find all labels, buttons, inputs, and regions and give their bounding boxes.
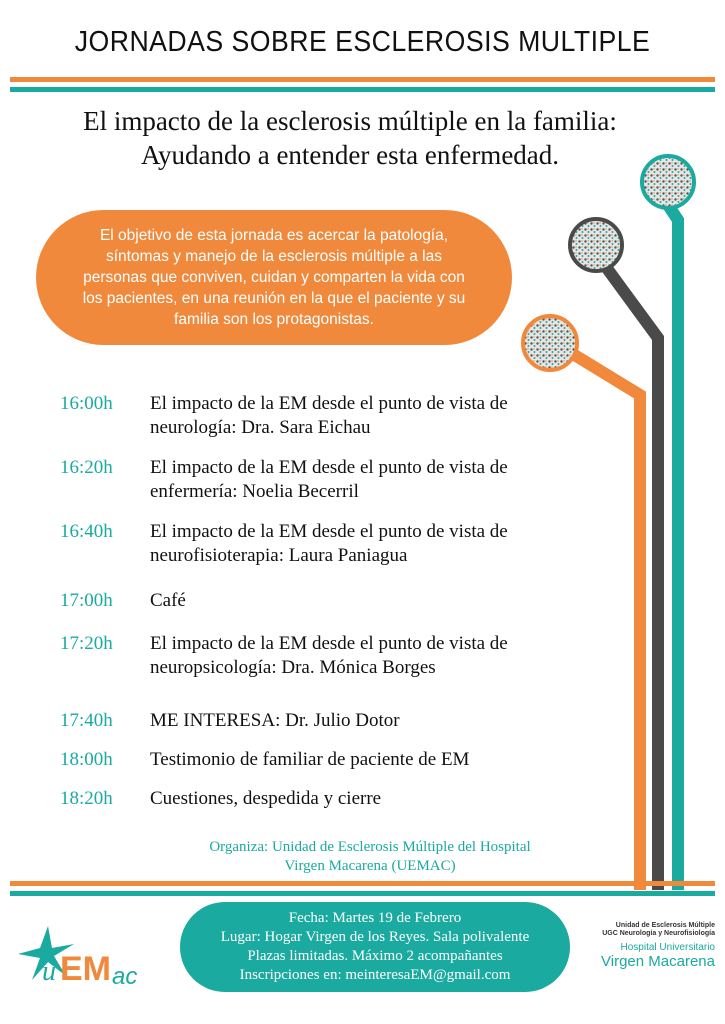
hospital-logo xyxy=(585,922,715,982)
dark-branch xyxy=(595,252,658,890)
uemac-logo xyxy=(14,918,164,993)
agenda-item xyxy=(60,748,580,772)
logo-u: u xyxy=(42,956,56,987)
page-title: JORNADAS SOBRE ESCLEROSIS MULTIPLE xyxy=(74,26,651,58)
event-registration[interactable]: Inscripciones en: meinteresaEM@gmail.com xyxy=(239,967,511,983)
event-location: Lugar: Hogar Virgen de los Reyes. Sala polivalente xyxy=(220,929,530,945)
objective-line: El objetivo de esta jornada es acercar la patología, xyxy=(99,227,449,244)
objective-line: síntomas y manejo de la esclerosis múltiple a las xyxy=(106,248,442,265)
hospital-name-line: Hospital Universitario xyxy=(620,942,715,953)
agenda-desc: Café xyxy=(150,590,186,611)
event-info-box xyxy=(180,902,570,992)
agenda-desc: El impacto de la EM desde el punto de vista de enfermería: Noelia Becerril xyxy=(150,457,508,502)
agenda-item xyxy=(60,632,580,680)
agenda-item xyxy=(60,392,580,440)
teal-circle xyxy=(642,156,694,208)
bottom-orange-rule xyxy=(10,881,715,886)
dark-circle xyxy=(570,219,622,271)
agenda-item xyxy=(60,520,580,568)
hospital-ugc-line: UGC Neurología y Neurofisiología xyxy=(602,930,715,937)
agenda-desc: ME INTERESA: Dr. Julio Dotor xyxy=(150,710,400,731)
agenda-item xyxy=(60,709,580,733)
agenda-item xyxy=(60,787,580,811)
agenda-time: 17:40h xyxy=(60,710,113,731)
top-teal-rule xyxy=(10,87,715,92)
agenda-desc: Cuestiones, despedida y cierre xyxy=(150,788,382,809)
objective-box xyxy=(36,210,512,345)
bottom-teal-rule xyxy=(10,891,715,896)
objective-line: familia son los protagonistas. xyxy=(174,311,374,328)
objective-line: personas que conviven, cuidan y comparten la vida con xyxy=(83,269,465,286)
orange-circle xyxy=(523,316,577,370)
agenda-time: 18:20h xyxy=(60,788,113,809)
organizer-line-1: Organiza: Unidad de Esclerosis Múltiple del Hospital xyxy=(209,839,531,855)
organizer-line-2: Virgen Macarena (UEMAC) xyxy=(284,858,456,874)
organizer-credit xyxy=(180,838,560,876)
agenda-desc: El impacto de la EM desde el punto de vista de neuropsicología: Dra. Mónica Borges xyxy=(150,633,508,678)
agenda-desc: El impacto de la EM desde el punto de vista de neurología: Dra. Sara Eichau xyxy=(150,393,508,438)
logo-em: EM xyxy=(60,950,111,988)
hospital-brand-line: Virgen Macarena xyxy=(601,953,715,970)
subtitle-line-2: Ayudando a entender esta enfermedad. xyxy=(140,140,560,170)
event-capacity: Plazas limitadas. Máximo 2 acompañantes xyxy=(247,948,503,964)
logo-ac: ac xyxy=(112,963,138,990)
agenda-time: 17:00h xyxy=(60,590,113,611)
subtitle-line-1: El impacto de la esclerosis múltiple en la familia: xyxy=(83,106,617,136)
agenda-desc: El impacto de la EM desde el punto de vista de neurofisioterapia: Laura Paniagua xyxy=(150,521,508,566)
top-orange-rule xyxy=(10,77,715,82)
agenda-item xyxy=(60,456,580,504)
hospital-unit-line: Unidad de Esclerosis Múltiple xyxy=(615,922,715,929)
agenda-item xyxy=(60,589,580,613)
agenda-time: 16:20h xyxy=(60,457,113,478)
agenda-time: 18:00h xyxy=(60,749,113,770)
agenda-time: 17:20h xyxy=(60,633,113,654)
objective-line: los pacientes, en una reunión en la que el paciente y su xyxy=(82,290,466,307)
event-date: Fecha: Martes 19 de Febrero xyxy=(288,910,462,926)
agenda-time: 16:40h xyxy=(60,521,113,542)
agenda-desc: Testimonio de familiar de paciente de EM xyxy=(150,749,470,770)
agenda-time: 16:00h xyxy=(60,393,113,414)
teal-branch xyxy=(668,182,678,890)
